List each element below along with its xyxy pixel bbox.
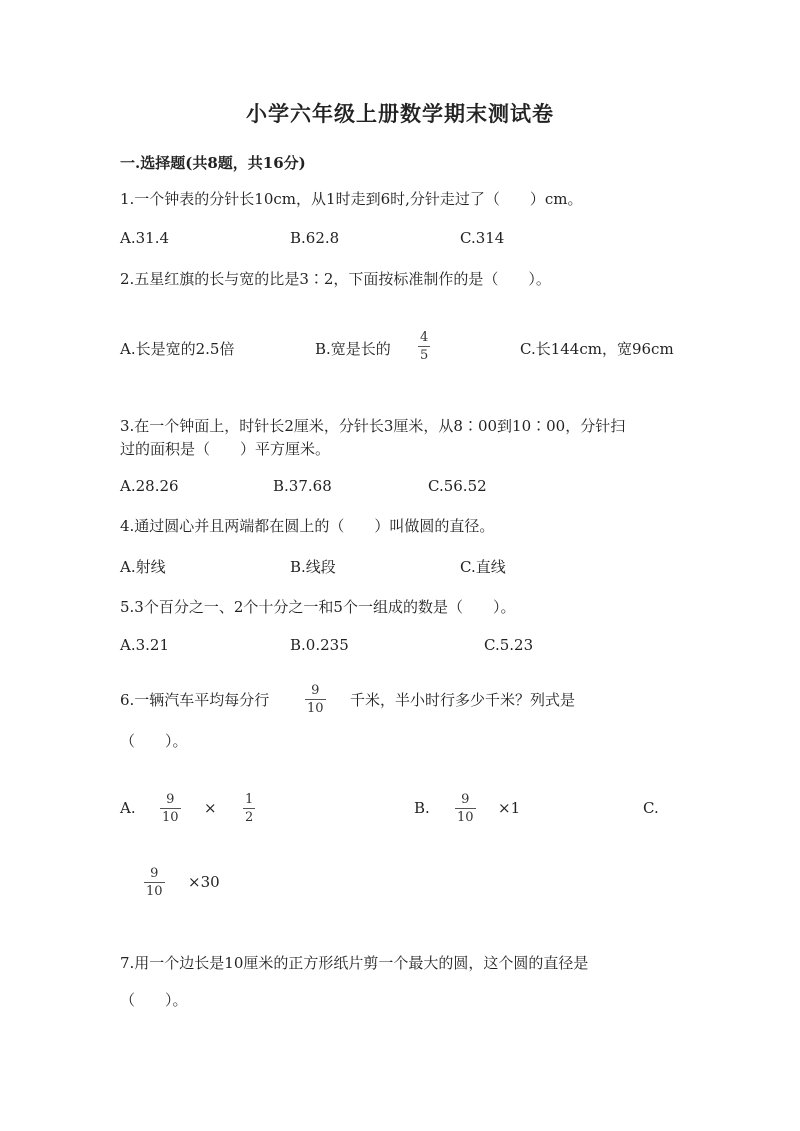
q4-option-b[interactable]: B.线段 bbox=[290, 558, 336, 576]
fraction-numerator: 9 bbox=[311, 683, 320, 698]
q6-speed-fraction bbox=[305, 683, 326, 716]
fraction-bar bbox=[144, 882, 165, 883]
fraction-numerator: 1 bbox=[245, 792, 254, 807]
question-6-line-2: （ ）。 bbox=[120, 732, 188, 750]
q6-option-a-fraction-1 bbox=[160, 792, 181, 825]
q6-option-b-expression: ×1 bbox=[498, 799, 521, 817]
q6-option-c-expression: ×30 bbox=[188, 873, 220, 891]
question-3-line-2: 过的面积是（ ）平方厘米。 bbox=[120, 440, 331, 458]
q2-option-a[interactable]: A.长是宽的2.5倍 bbox=[120, 340, 235, 358]
q5-option-c[interactable]: C.5.23 bbox=[484, 636, 534, 654]
fraction-numerator: 9 bbox=[166, 792, 175, 807]
question-5-text: 5.3个百分之一、2个十分之一和5个一组成的数是（ ）。 bbox=[120, 598, 516, 616]
question-6-suffix: 千米，半小时行多少千米？列式是 bbox=[350, 691, 576, 709]
fraction-denominator: 10 bbox=[457, 810, 474, 825]
q6-option-a-label[interactable]: A. bbox=[120, 799, 136, 817]
fraction-denominator: 10 bbox=[162, 810, 179, 825]
question-2-text: 2.五星红旗的长与宽的比是3∶2，下面按标准制作的是（ ）。 bbox=[120, 270, 551, 288]
q2-option-c[interactable]: C.长144cm，宽96cm bbox=[520, 340, 674, 358]
fraction-bar bbox=[305, 699, 326, 700]
question-6-prefix: 6.一辆汽车平均每分行 bbox=[120, 691, 270, 709]
question-1-text: 1.一个钟表的分针长10cm，从1时走到6时,分针走过了（ ）cm。 bbox=[120, 190, 583, 208]
fraction-numerator: 4 bbox=[420, 330, 429, 345]
q2-option-b-fraction bbox=[418, 330, 430, 363]
q6-option-b-label[interactable]: B. bbox=[414, 799, 430, 817]
question-7-line-1: 7.用一个边长是10厘米的正方形纸片剪一个最大的圆，这个圆的直径是 bbox=[120, 954, 589, 972]
question-7-line-2: （ ）。 bbox=[120, 991, 188, 1009]
fraction-denominator: 10 bbox=[307, 701, 324, 716]
fraction-denominator: 10 bbox=[146, 884, 163, 899]
q6-option-a-fraction-2 bbox=[243, 792, 255, 825]
q4-option-c[interactable]: C.直线 bbox=[460, 558, 506, 576]
q3-option-c[interactable]: C.56.52 bbox=[428, 477, 487, 495]
q6-option-a-operator: × bbox=[204, 799, 217, 817]
fraction-bar bbox=[418, 346, 430, 347]
fraction-numerator: 9 bbox=[150, 866, 159, 881]
q1-option-b[interactable]: B.62.8 bbox=[290, 229, 340, 247]
fraction-denominator: 2 bbox=[245, 810, 254, 825]
q3-option-a[interactable]: A.28.26 bbox=[120, 477, 179, 495]
q4-option-a[interactable]: A.射线 bbox=[120, 558, 166, 576]
fraction-denominator: 5 bbox=[420, 348, 429, 363]
fraction-bar bbox=[455, 808, 476, 809]
question-3-line-1: 3.在一个钟面上，时针长2厘米，分针长3厘米，从8∶00到10∶00，分针扫 bbox=[120, 417, 626, 435]
section-heading: 一.选择题(共8题，共16分) bbox=[120, 154, 306, 172]
question-4-text: 4.通过圆心并且两端都在圆上的（ ）叫做圆的直径。 bbox=[120, 517, 495, 535]
page-title: 小学六年级上册数学期末测试卷 bbox=[246, 101, 554, 126]
q2-option-b[interactable]: B.宽是长的 bbox=[315, 340, 391, 358]
fraction-bar bbox=[160, 808, 181, 809]
fraction-bar bbox=[243, 808, 255, 809]
q1-option-a[interactable]: A.31.4 bbox=[120, 229, 169, 247]
q6-option-c-fraction bbox=[144, 866, 165, 899]
q6-option-c-label[interactable]: C. bbox=[643, 799, 659, 817]
fraction-numerator: 9 bbox=[461, 792, 470, 807]
q5-option-b[interactable]: B.0.235 bbox=[290, 636, 349, 654]
q1-option-c[interactable]: C.314 bbox=[460, 229, 505, 247]
q3-option-b[interactable]: B.37.68 bbox=[273, 477, 332, 495]
q5-option-a[interactable]: A.3.21 bbox=[120, 636, 169, 654]
q6-option-b-fraction bbox=[455, 792, 476, 825]
